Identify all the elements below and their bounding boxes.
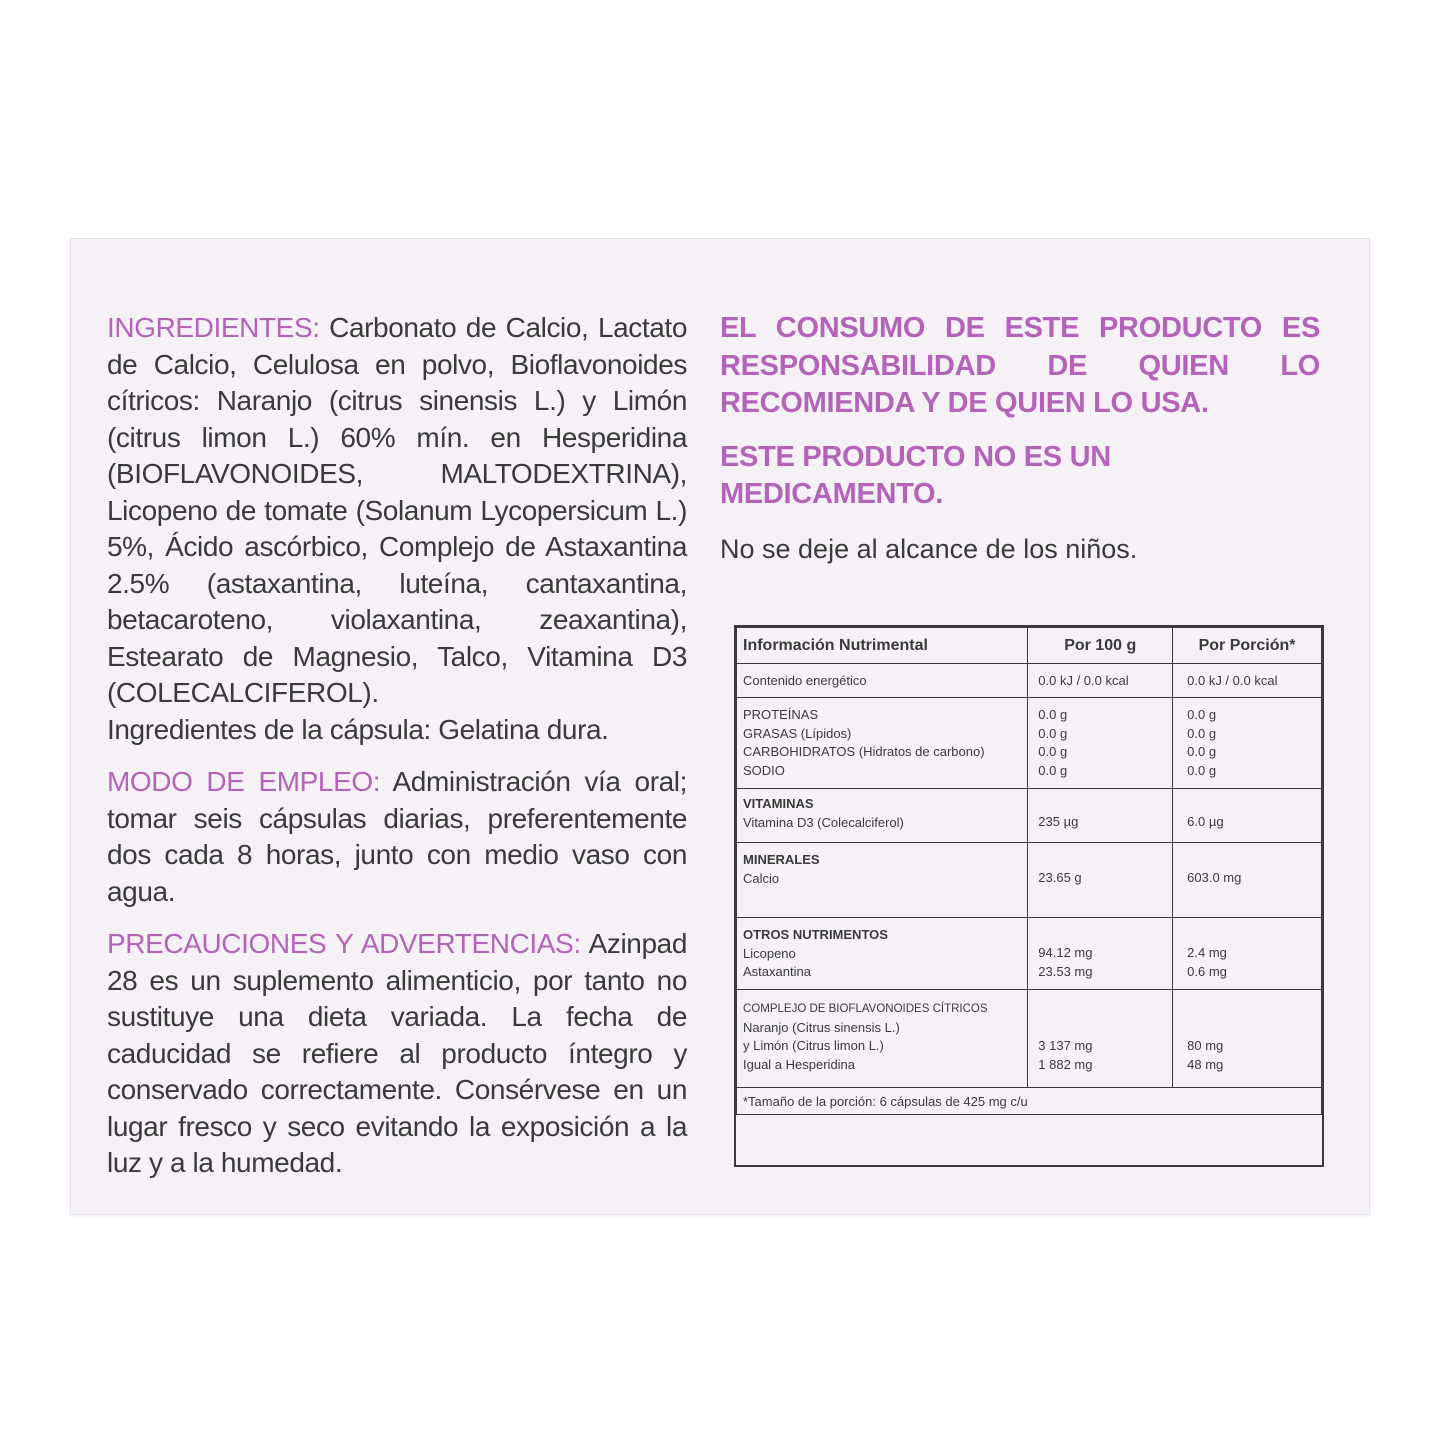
energy-label: Contenido energético xyxy=(737,664,1028,698)
not-medicine-warning: ESTE PRODUCTO NO ES UN MEDICAMENTO. xyxy=(720,440,1111,510)
astaxanthin-per-serving: 0.6 mg xyxy=(1187,963,1227,979)
orange-label: Naranjo (Citrus sinensis L.) xyxy=(743,1019,900,1035)
minerals-title: MINERALES xyxy=(743,852,820,867)
capsule-ingredients: Ingredientes de la cápsula: Gelatina dura. xyxy=(107,713,609,745)
vitamin-d3-per100: 235 µg xyxy=(1028,789,1173,843)
macro-value: 0.0 g xyxy=(1187,725,1217,741)
ingredients-section xyxy=(107,310,687,748)
citrus-per100: 3 137 mg xyxy=(1038,1038,1093,1053)
macro-value: 0.0 g xyxy=(1038,762,1068,778)
calcium-label: Calcio xyxy=(743,870,780,886)
calcium-per-serving: 603.0 mg xyxy=(1173,843,1322,918)
energy-per-serving: 0.0 kJ / 0.0 kcal xyxy=(1173,664,1322,698)
lemon-label: y Limón (Citrus limon L.) xyxy=(743,1038,884,1053)
macro-value: 0.0 g xyxy=(1187,707,1217,722)
bioflavonoids-per100 xyxy=(1028,990,1173,1088)
ingredients-text: Carbonato de Calcio, Lactato de Calcio, Celulosa en polvo, Bioflavonoides cítricos: Naranjo (citrus sinensis L.) y Limón (citrus limon L.) 60% mín. en Hesperidina (BIOFLAVONOIDES, MALTODEXTRINA), Licopeno de tomate (Solanum Lycopersicum L.) 5%, Ácido ascórbico, Complejo de Astaxantina 2.5% (astaxantina, luteína, cantaxantina, betacaroteno, violaxantina, zeaxantina), Estearato de Magnesio, Talco, Vitamina D3 (COLECALCIFEROL). xyxy=(107,312,687,708)
right-column xyxy=(720,310,1320,567)
table-row-bioflavonoids xyxy=(737,990,1322,1088)
hesperidin-label: Igual a Hesperidina xyxy=(743,1056,856,1072)
precautions-text: Azinpad 28 es un suplemento alimenticio, por tanto no sustituye una dieta variada. La fecha de caducidad se refiere al producto íntegro y conservado correctamente. Consérvese en un lugar fresco y seco evitando la exposición a la luz y a la humedad. xyxy=(107,928,687,1178)
other-nutrients-title: OTROS NUTRIMENTOS xyxy=(743,927,888,942)
usage-section xyxy=(107,764,687,910)
lycopene-per-serving: 2.4 mg xyxy=(1187,945,1227,960)
vitamins-title: VITAMINAS xyxy=(743,796,814,811)
vitamins-cell xyxy=(737,789,1028,843)
vitamin-d3-per-serving: 6.0 µg xyxy=(1173,789,1322,843)
table-row-vitamins xyxy=(737,789,1322,843)
macros-per100 xyxy=(1028,698,1173,789)
macro-label: GRASAS (Lípidos) xyxy=(743,725,852,741)
usage-heading: MODO DE EMPLEO: xyxy=(107,766,381,797)
bioflavonoids-title: COMPLEJO DE BIOFLAVONOIDES CÍTRICOS xyxy=(743,1003,988,1015)
energy-per100: 0.0 kJ / 0.0 kcal xyxy=(1028,664,1173,698)
lycopene-label: Licopeno xyxy=(743,945,796,961)
header-per-serving: Por Porción* xyxy=(1173,628,1322,664)
header-info: Información Nutrimental xyxy=(737,628,1028,664)
astaxanthin-per100: 23.53 mg xyxy=(1038,963,1093,979)
table-header-row xyxy=(737,628,1322,664)
macro-label: SODIO xyxy=(743,762,785,778)
hesperidin-per100: 1 882 mg xyxy=(1038,1056,1093,1072)
macro-value: 0.0 g xyxy=(1038,744,1068,759)
citrus-per-serving: 80 mg xyxy=(1187,1038,1224,1053)
lycopene-per100: 94.12 mg xyxy=(1038,945,1093,960)
usage-text: Administración vía oral; tomar seis cápsulas diarias, preferentemente dos cada 8 horas, junto con medio vaso con agua. xyxy=(107,766,687,907)
minerals-cell xyxy=(737,843,1028,918)
macros-per-serving xyxy=(1173,698,1322,789)
table-row-macros xyxy=(737,698,1322,789)
table-row-other-nutrients xyxy=(737,918,1322,990)
nutrition-facts-table xyxy=(734,625,1324,1167)
macro-value: 0.0 g xyxy=(1187,762,1217,778)
ingredients-heading: INGREDIENTES: xyxy=(107,312,320,343)
precautions-heading: PRECAUCIONES Y ADVERTENCIAS: xyxy=(107,928,581,959)
hesperidin-per-serving: 48 mg xyxy=(1187,1056,1224,1072)
header-per-100g: Por 100 g xyxy=(1028,628,1173,664)
bioflavonoids-cell xyxy=(737,990,1028,1088)
other-nutrients-cell xyxy=(737,918,1028,990)
calcium-per100: 23.65 g xyxy=(1028,843,1173,918)
table-row-energy xyxy=(737,664,1322,698)
macro-value: 0.0 g xyxy=(1187,744,1217,759)
table-row-footnote xyxy=(737,1088,1322,1115)
serving-size-footnote: *Tamaño de la porción: 6 cápsulas de 425 mg c/u xyxy=(737,1088,1322,1115)
responsibility-warning: EL CONSUMO DE ESTE PRODUCTO ES RESPONSABILIDAD DE QUIEN LO RECOMIENDA Y DE QUIEN LO USA. xyxy=(720,312,1320,419)
vitamin-d3-label: Vitamina D3 (Colecalciferol) xyxy=(743,814,904,830)
macro-label: CARBOHIDRATOS (Hidratos de carbono) xyxy=(743,744,985,759)
product-label-panel xyxy=(71,239,1369,1214)
macros-labels xyxy=(737,698,1028,789)
left-column xyxy=(107,310,687,1198)
bioflavonoids-per-serving xyxy=(1173,990,1322,1088)
macro-value: 0.0 g xyxy=(1038,707,1068,722)
astaxanthin-label: Astaxantina xyxy=(743,964,811,979)
children-warning: No se deje al alcance de los niños. xyxy=(720,533,1138,564)
precautions-section xyxy=(107,926,687,1182)
table-row-minerals xyxy=(737,843,1322,918)
macro-value: 0.0 g xyxy=(1038,725,1068,741)
macro-label: PROTEÍNAS xyxy=(743,707,819,722)
other-nutrients-per100 xyxy=(1028,918,1173,990)
other-nutrients-per-serving xyxy=(1173,918,1322,990)
